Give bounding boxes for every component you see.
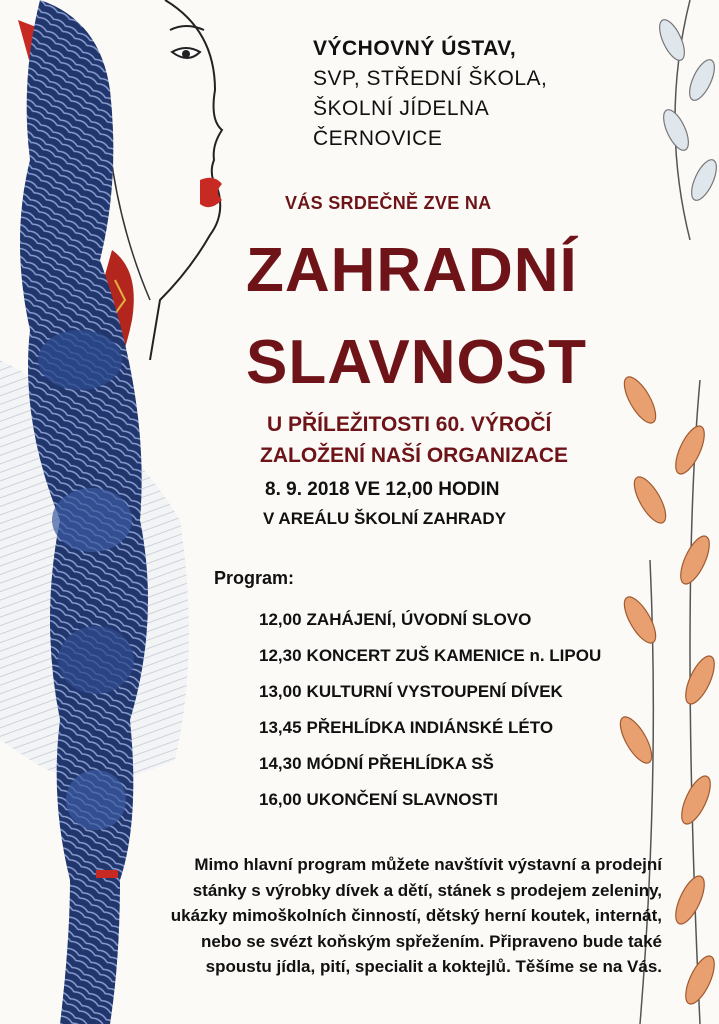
organization-block [313,34,547,154]
program-item [259,602,601,638]
program-item-time: 16,00 [259,790,302,809]
organization-line-1: VÝCHOVNÝ ÚSTAV, [313,37,517,60]
program-item [259,782,601,818]
program-heading: Program: [214,568,295,588]
program-item [259,710,601,746]
program-item-time: 12,00 [259,610,302,629]
program-item [259,746,601,782]
program-list [259,602,601,818]
program-item-time: 14,30 [259,754,302,773]
program-item-time: 13,45 [259,718,302,737]
organization-line-4: ČERNOVICE [313,127,443,150]
organization-line-2: SVP, STŘEDNÍ ŠKOLA, [313,67,548,90]
program-item [259,674,601,710]
program-item [259,638,601,674]
event-title-line-2: SLAVNOST [246,328,587,397]
program-item-label: KONCERT ZUŠ KAMENICE n. LIPOU [306,646,602,665]
program-item-time: 13,00 [259,682,302,701]
program-item-label: ZAHÁJENÍ, ÚVODNÍ SLOVO [306,610,532,629]
event-date-time: 8. 9. 2018 VE 12,00 HODIN [265,479,500,500]
organization-line-3: ŠKOLNÍ JÍDELNA [313,97,490,120]
invite-text: VÁS SRDEČNĚ ZVE NA [285,193,492,213]
occasion-line-1: U PŘÍLEŽITOSTI 60. VÝROČÍ [267,413,552,436]
program-item-label: PŘEHLÍDKA INDIÁNSKÉ LÉTO [306,718,554,737]
event-location: V AREÁLU ŠKOLNÍ ZAHRADY [263,509,507,528]
description-paragraph: Mimo hlavní program můžete navštívit výstavní a prodejní stánky s výrobky dívek a dětí, stánek s prodejem zeleniny, ukázky mimoškolních činností, dětský herní koutek, internát, nebo se svézt koňským spřežením. Připraveno bude také spoustu jídla, pití, specialit a koktejlů. Těšíme se na Vás. [170,855,662,976]
program-item-time: 12,30 [259,646,302,665]
event-title-line-1: ZAHRADNÍ [246,236,578,305]
program-item-label: KULTURNÍ VYSTOUPENÍ DÍVEK [306,682,563,701]
occasion-line-2: ZALOŽENÍ NAŠÍ ORGANIZACE [260,444,568,467]
program-item-label: MÓDNÍ PŘEHLÍDKA SŠ [306,754,494,773]
program-item-label: UKONČENÍ SLAVNOSTI [306,790,498,809]
